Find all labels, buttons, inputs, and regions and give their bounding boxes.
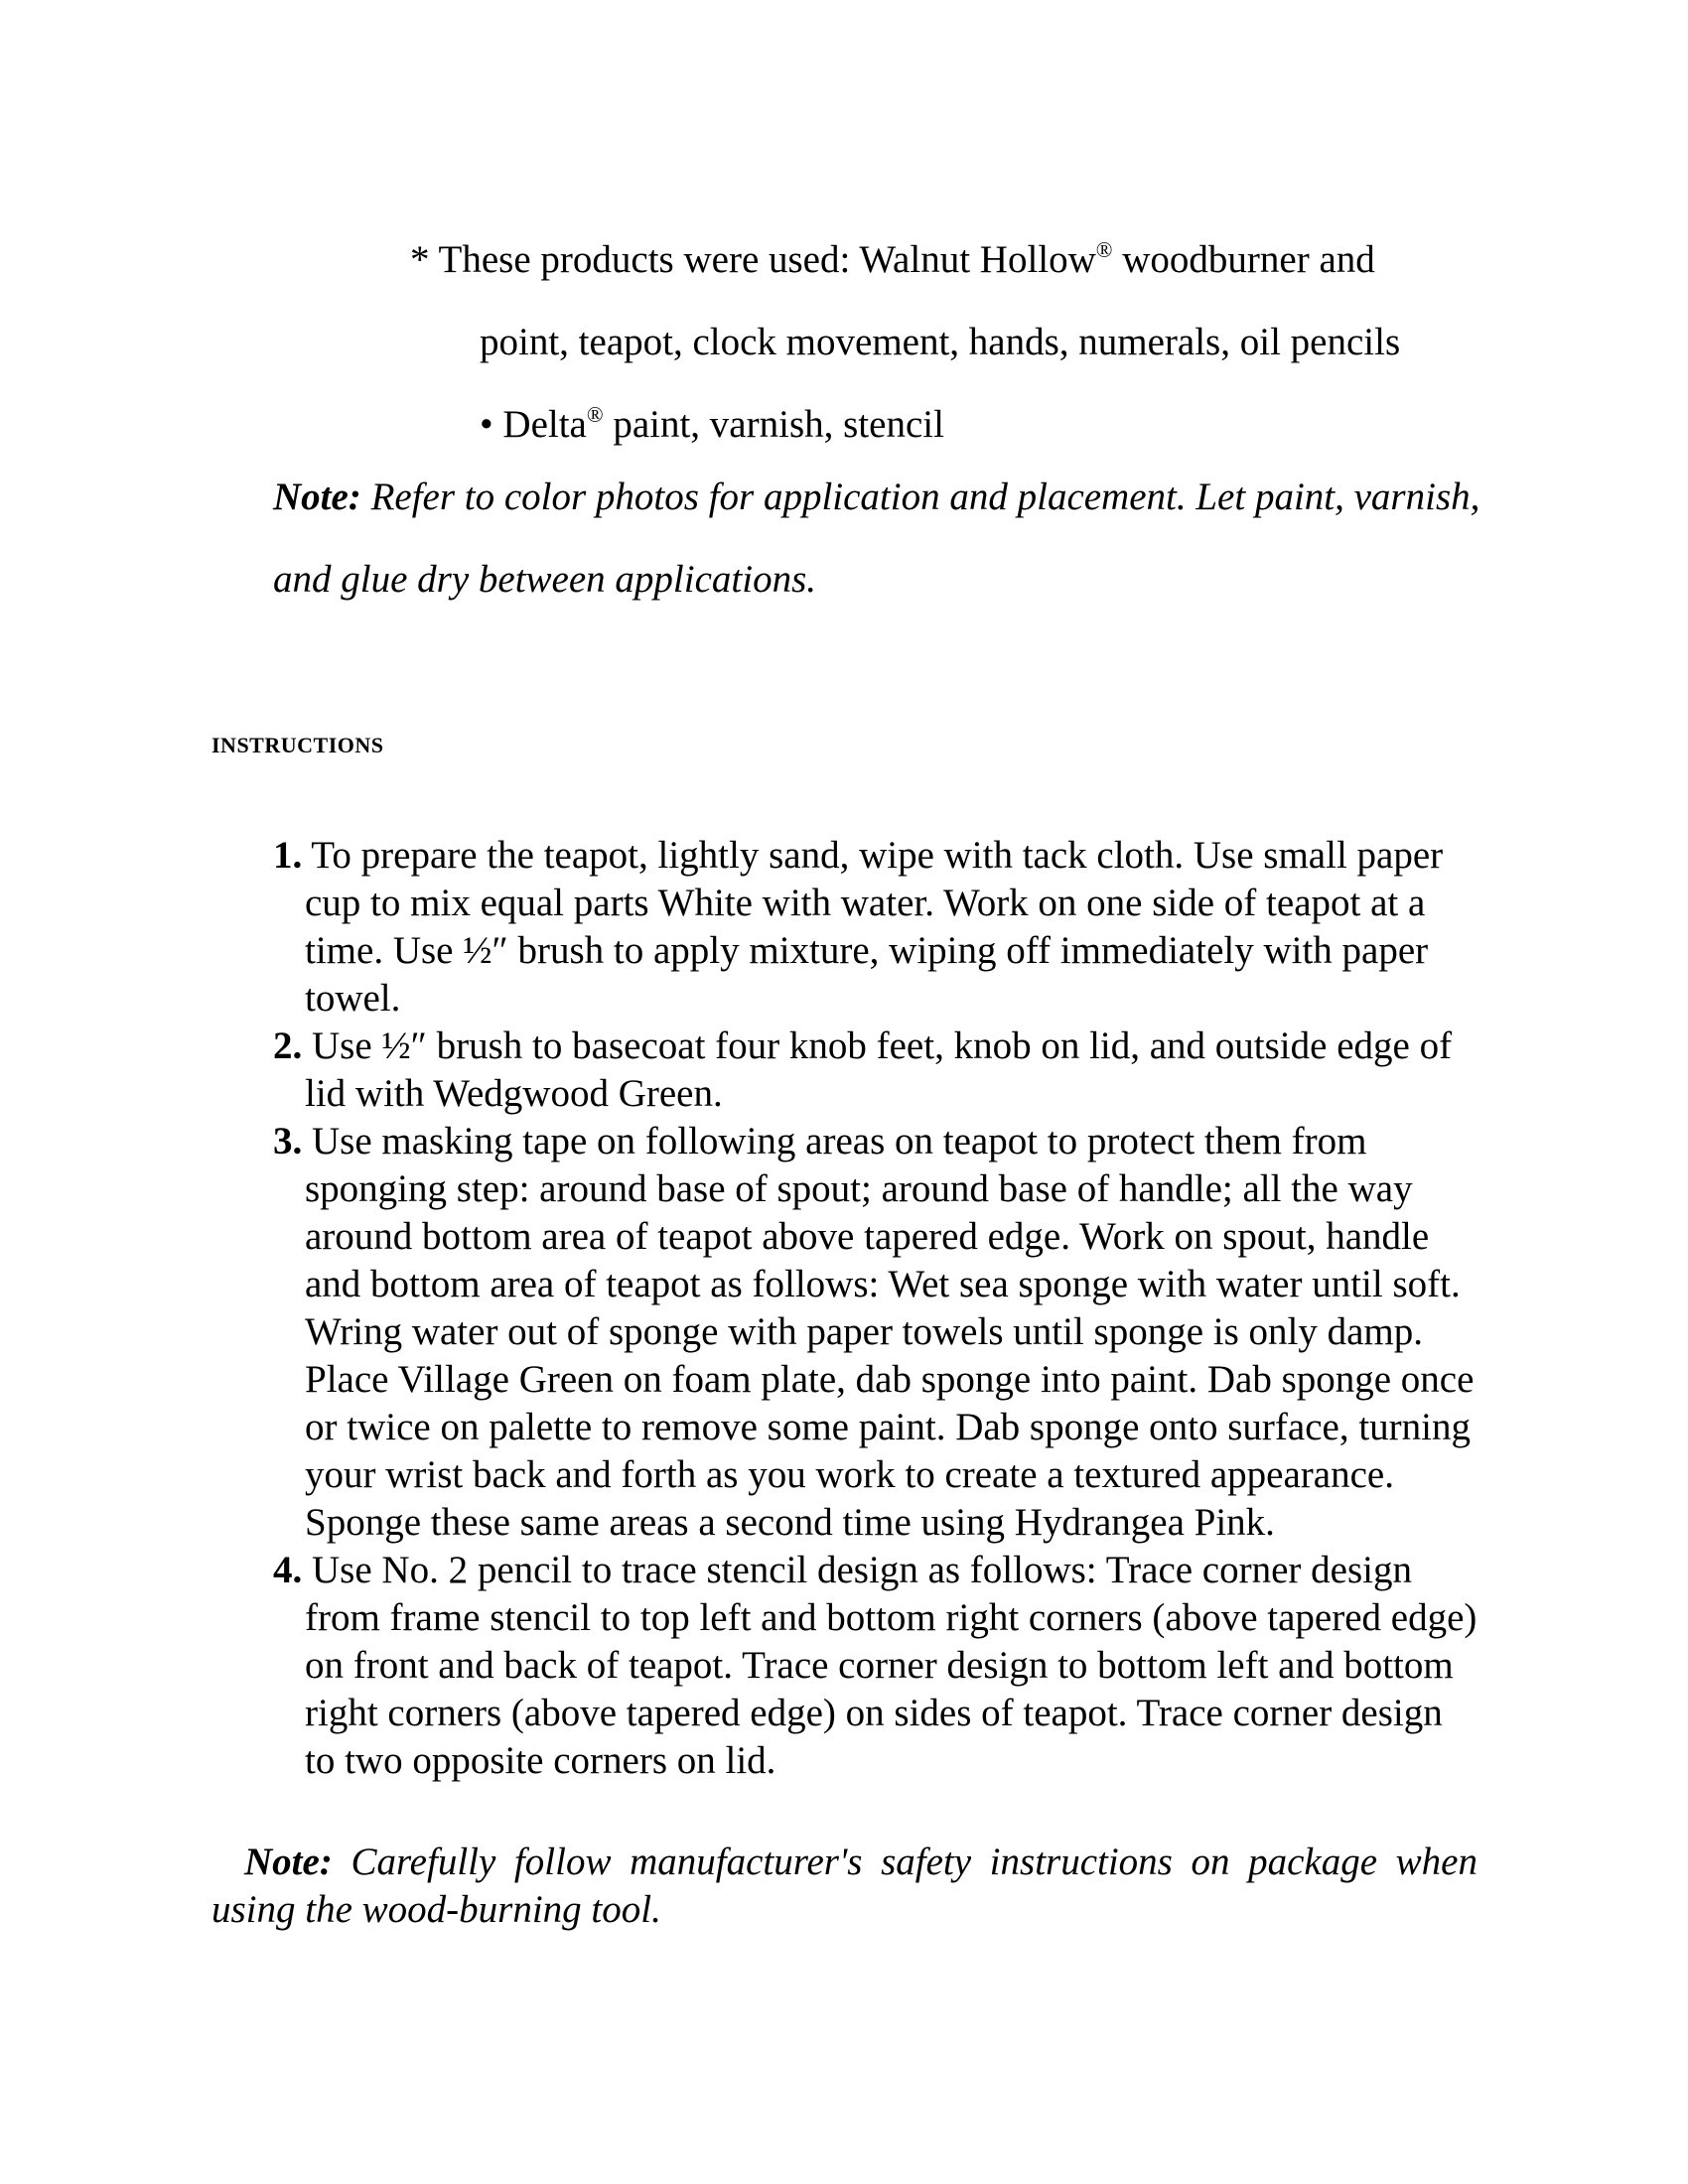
products-line-1 xyxy=(410,218,1375,301)
products-line-3-rest: paint, varnish, stencil xyxy=(603,403,944,446)
products-line-2: point, teapot, clock movement, hands, numerals, oil pencils xyxy=(480,321,1401,363)
top-note-text: Refer to color photos for application and placement. Let paint, varnish, and glue dry between applications. xyxy=(273,476,1480,601)
products-line-1-rest: woodburner and xyxy=(1112,238,1375,281)
bottom-note-text: Carefully follow manufacturer's safety instructions on package when using the wood-burning tool. xyxy=(211,1841,1477,1931)
top-note-label: Note: xyxy=(273,476,361,518)
instruction-step xyxy=(273,1547,1479,1785)
products-line-3 xyxy=(480,383,944,466)
bottom-note xyxy=(211,1839,1477,1934)
step-text: Use masking tape on following areas on teapot to protect them from sponging step: around base of spout; around base of handle; all the way around bottom area of teapot above tapered edge. Work on spout, handle and bottom area of teapot as follows: Wet sea sponge with water until soft. Wring water out of sponge with paper towels until sponge is only damp. Place Village Green on foam plate, dab sponge into paint. Dab sponge once or twice on palette to remove some paint. Dab sponge onto surface, turning your wrist back and forth as you work to create a textured appearance. Sponge these same areas a second time using Hydrangea Pink. xyxy=(302,1120,1475,1544)
step-text: Use No. 2 pencil to trace stencil design as follows: Trace corner design from frame stencil to top left and bottom right corners (above tapered edge) on front and back of teapot. Trace corner design to bottom left and bottom right corners (above tapered edge) on sides of teapot. Trace corner design to two opposite corners on lid. xyxy=(302,1549,1477,1782)
products-line-3-text: • Delta xyxy=(480,403,587,446)
top-note xyxy=(273,456,1504,620)
instruction-step xyxy=(273,1023,1479,1118)
instruction-step xyxy=(273,1118,1479,1547)
step-text: Use ½″ brush to basecoat four knob feet, knob on lid, and outside edge of lid with Wedgwood Green. xyxy=(302,1024,1453,1115)
step-number: 3. xyxy=(273,1120,303,1162)
instruction-step xyxy=(273,832,1479,1023)
bottom-note-label: Note: xyxy=(244,1841,333,1883)
step-number: 4. xyxy=(273,1549,303,1591)
instruction-steps xyxy=(273,832,1479,1785)
step-text: To prepare the teapot, lightly sand, wipe with tack cloth. Use small paper cup to mix equal parts White with water. Work on one side of teapot at a time. Use ½″ brush to apply mixture, wiping off immediately with paper towel. xyxy=(302,834,1444,1020)
registered-mark: ® xyxy=(1095,237,1113,262)
step-number: 1. xyxy=(273,834,303,877)
products-line-1-text: * These products were used: Walnut Hollow xyxy=(410,238,1096,281)
registered-mark: ® xyxy=(586,402,604,427)
step-number: 2. xyxy=(273,1024,303,1067)
instructions-heading: INSTRUCTIONS xyxy=(211,733,384,757)
